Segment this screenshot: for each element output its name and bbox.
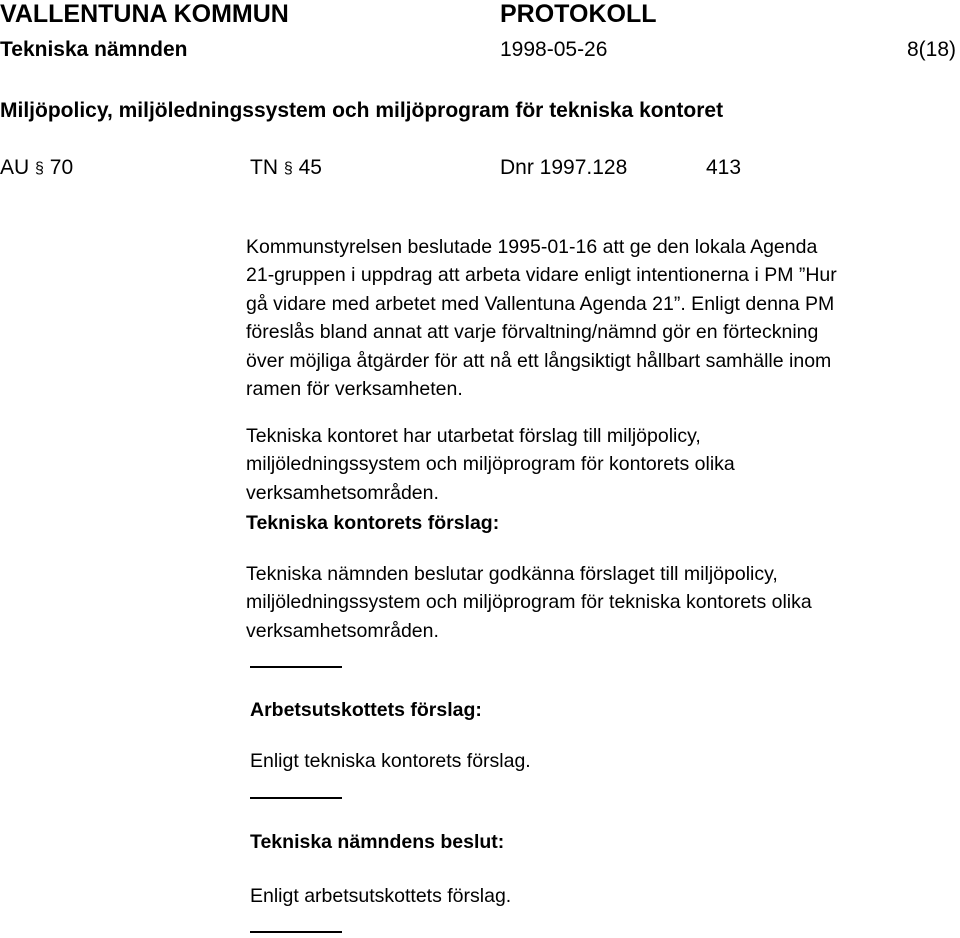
background-paragraph [246, 233, 946, 403]
page-number: 8(18) [906, 38, 956, 61]
paragraph-line: över möjliga åtgärder för att nå ett långsiktigt hållbart samhälle inom [246, 349, 832, 372]
board-name: Tekniska nämnden [0, 38, 188, 61]
paragraph-line: miljöledningssystem och miljöprogram för kontorets olika [246, 453, 735, 476]
decision-text: Enligt arbetsutskottets förslag. [250, 885, 512, 907]
section-sign: § [35, 160, 44, 177]
decision-heading: Tekniska nämndens beslut: [250, 831, 505, 853]
au-number: 70 [49, 156, 74, 179]
tn-reference [250, 155, 322, 183]
tn-number: 45 [298, 156, 322, 179]
section-sign: § [283, 160, 293, 177]
paragraph-line: verksamhetsområden. [246, 619, 439, 642]
paragraph-line: Kommunstyrelsen beslutade 1995-01-16 att ge den lokala Agenda [246, 236, 818, 258]
au-label: AU [0, 156, 30, 179]
paragraph-line: 21-gruppen i uppdrag att arbeta vidare enligt intentionerna i PM ”Hur [246, 264, 837, 287]
paragraph-line: Tekniska nämnden beslutar godkänna förslaget till miljöpolicy, [246, 563, 778, 585]
paragraph-line: Tekniska kontoret har utarbetat förslag till miljöpolicy, [246, 425, 701, 447]
dnr-reference: Dnr 1997.128 [500, 156, 628, 179]
proposal-heading: Tekniska kontorets förslag: [246, 512, 500, 534]
item-title: Miljöpolicy, miljöledningssystem och miljöprogram för tekniska kontoret [0, 99, 724, 122]
document-type: PROTOKOLL [500, 0, 657, 28]
paragraph-line: gå vidare med arbetet med Vallentuna Agenda 21”. Enligt denna PM [246, 292, 835, 315]
proposal-paragraph [246, 560, 946, 645]
paragraph-line: miljöledningssystem och miljöprogram för tekniska kontorets olika [246, 591, 812, 614]
work-paragraph [246, 422, 946, 507]
section-divider [250, 931, 342, 933]
paragraph-line: verksamhetsområden. [246, 481, 439, 504]
paragraph-line: föreslås bland annat att varje förvaltning/nämnd gör en förteckning [246, 321, 819, 344]
section-divider [250, 797, 342, 799]
meeting-date: 1998-05-26 [500, 38, 608, 61]
au-reference [0, 155, 73, 183]
au-proposal-text: Enligt tekniska kontorets förslag. [250, 750, 531, 772]
archive-code: 413 [706, 156, 742, 179]
au-proposal-heading: Arbetsutskottets förslag: [250, 699, 482, 721]
section-divider [250, 666, 342, 668]
tn-label: TN [250, 156, 278, 179]
municipality-name: VALLENTUNA KOMMUN [0, 0, 289, 28]
paragraph-line: ramen för verksamheten. [246, 378, 463, 401]
